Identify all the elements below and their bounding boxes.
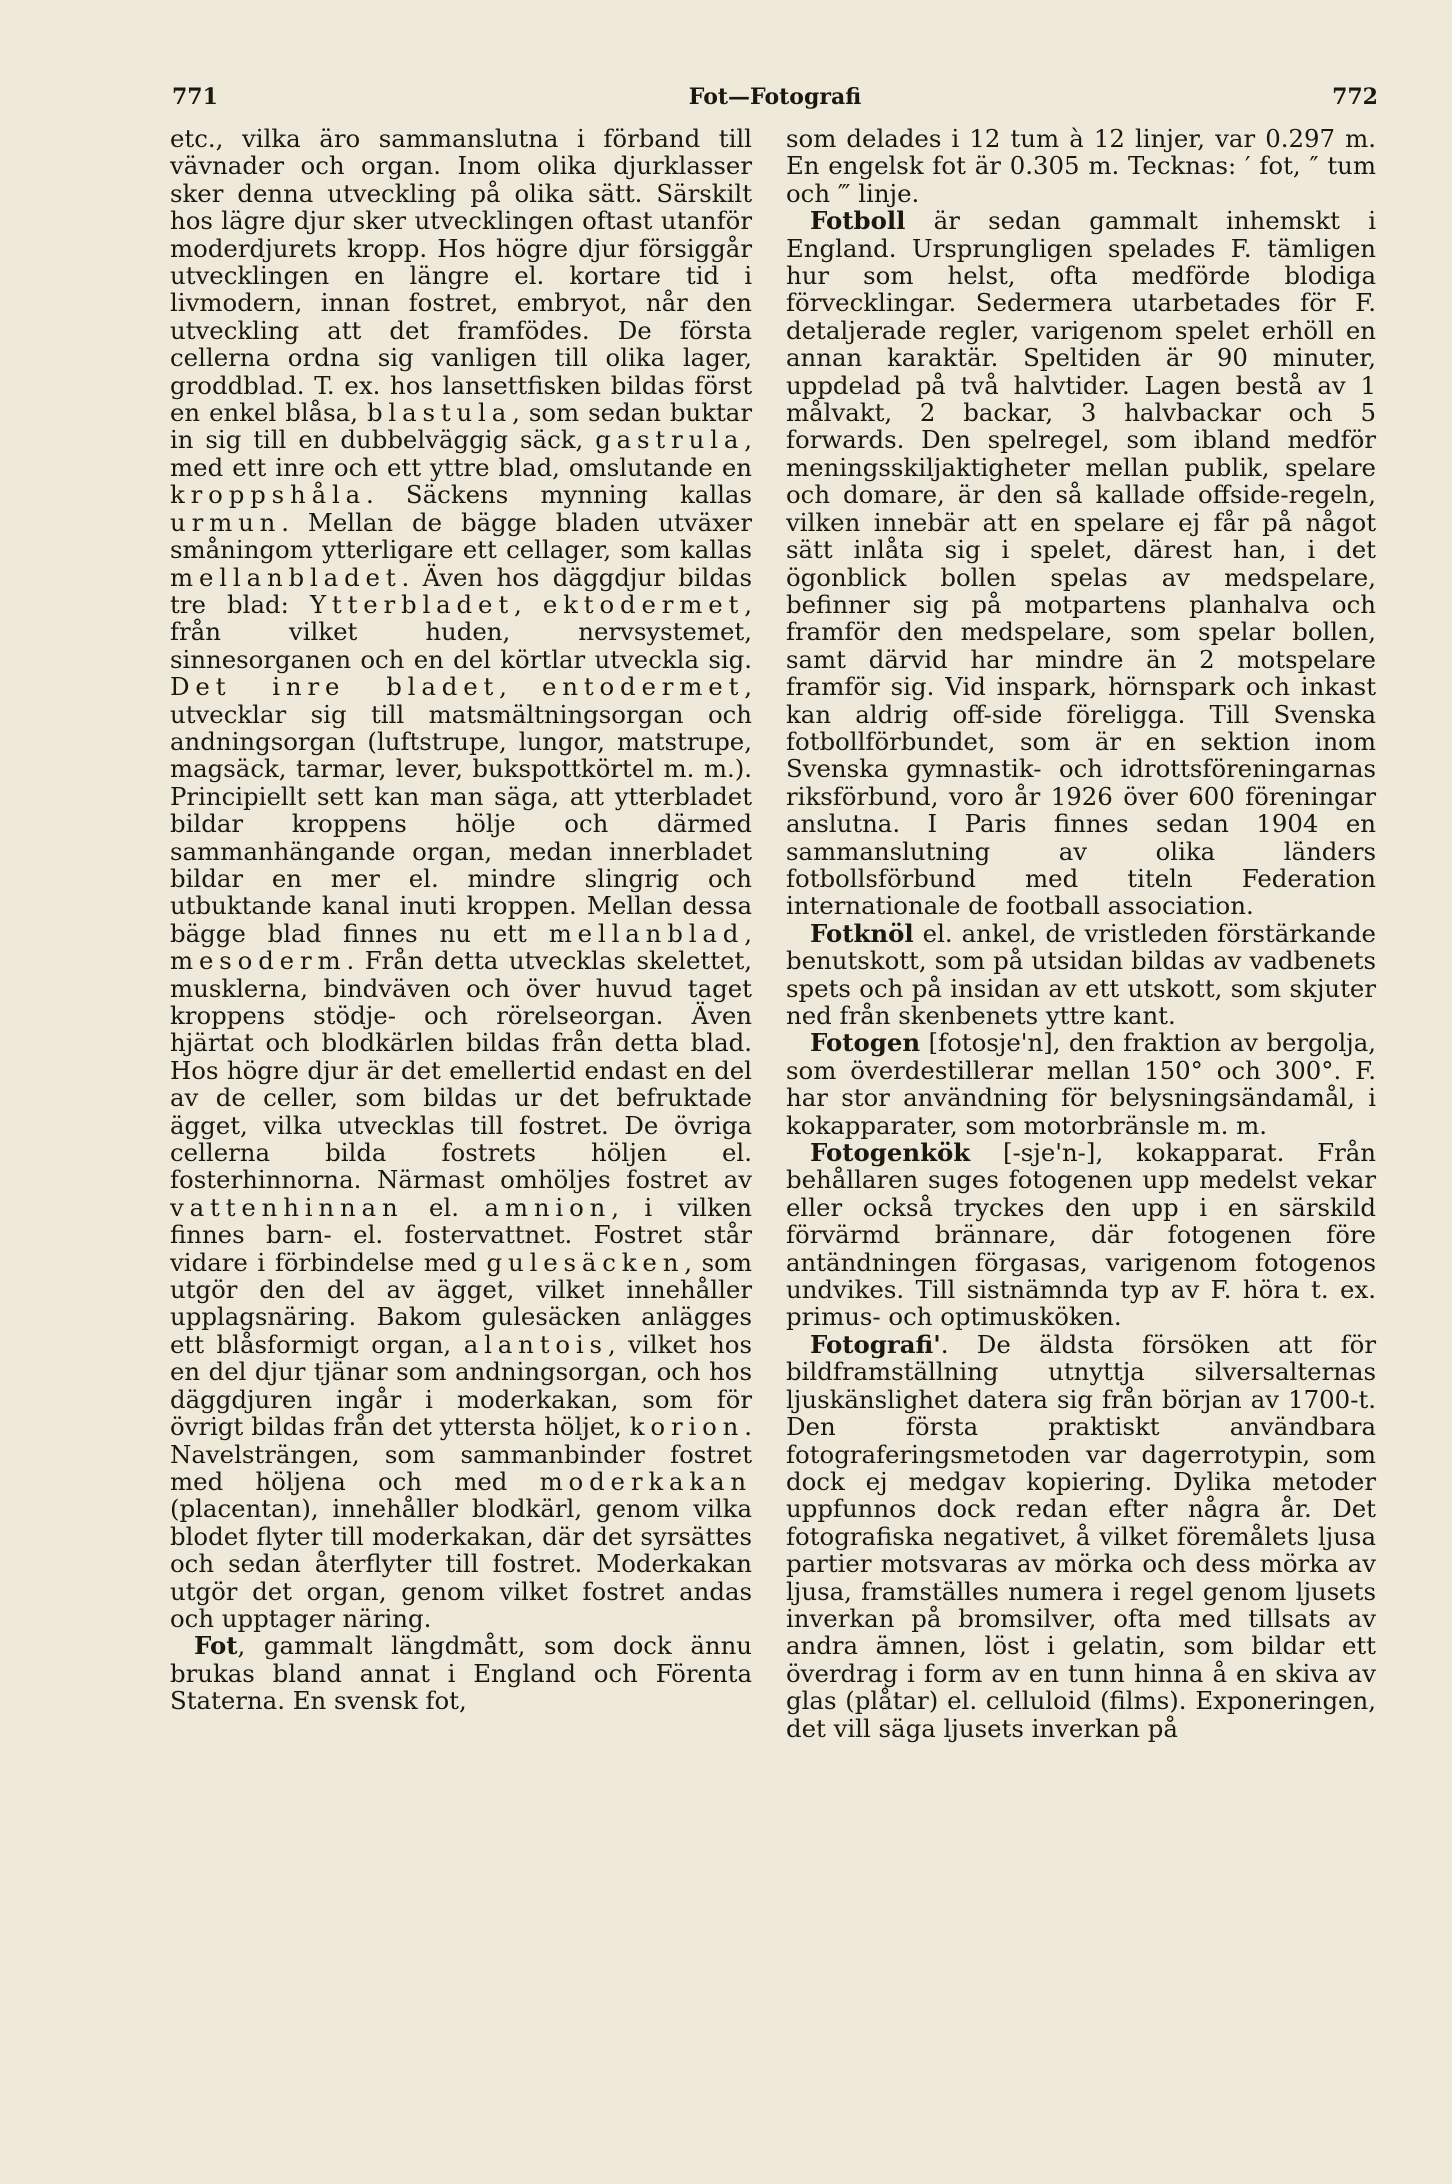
spaced-term: mellanbladet xyxy=(170,562,402,592)
entry-headword: Fotogenkök xyxy=(810,1138,971,1168)
spaced-term: kroppshåla xyxy=(170,480,367,510)
entry-fot: Fot, gammalt längdmått, som dock ännu brukas bland annat i England och Förenta Staterna. En svensk fot, xyxy=(170,1631,752,1716)
page-header xyxy=(172,84,1378,114)
entry-headword: Fotboll xyxy=(810,206,906,236)
spaced-term: korion xyxy=(629,1412,745,1442)
entry-headword: Fotogen xyxy=(810,1028,921,1058)
spaced-term: Det inre bladet xyxy=(170,672,500,702)
left-column xyxy=(170,125,752,1715)
entry-fotknol: Fotknöl el. ankel, de vristleden förstärkande benutskott, som på utsidan bildas av vadbenets spets och på insidan av ett utskott, som skjuter ned från skenbenets yttre kant. xyxy=(786,918,1376,1030)
spaced-term: alantois xyxy=(463,1329,608,1359)
spaced-term: gastrula xyxy=(595,425,745,455)
spaced-term: moderkakan xyxy=(539,1466,752,1496)
spaced-term: blastula xyxy=(366,398,513,428)
spaced-term: urmun xyxy=(170,507,282,537)
spaced-term: ektodermet xyxy=(542,589,745,619)
spaced-term: gulesäcken xyxy=(486,1247,685,1277)
spaced-term: mellanblad xyxy=(548,918,745,948)
right-column xyxy=(786,125,1376,1742)
entry-headword: Fot xyxy=(194,1631,238,1661)
spaced-term: Ytterbladet xyxy=(309,589,514,619)
spaced-term: vattenhinnan xyxy=(170,1192,404,1222)
entry-fot-continued: som delades i 12 tum à 12 linjer, var 0.297 m. En engelsk fot är 0.305 m. Tecknas: ′ fot, ″ tum och ‴ linje. xyxy=(786,124,1376,208)
entry-headword: Fotografi' xyxy=(810,1329,941,1359)
entry-fotogenkok: Fotogenkök [-sje'n-], kokapparat. Från behållaren suges fotogenen upp medelst vekar eller också tryckes den upp i en särskild förvärmd brännare, där fotogenen före antändningen förgasas, varigenom fotogenos undvikes. Till sistnämnda typ av F. höra t. ex. primus- och optimusköken. xyxy=(786,1138,1376,1332)
entry-headword: Fotknöl xyxy=(810,918,914,948)
spaced-term: mesoderm xyxy=(170,946,347,976)
right-page-number: 772 xyxy=(1332,84,1378,110)
entry-fotogen: Fotogen [fotosje'n], den fraktion av bergolja, som överdestillerar mellan 150° och 300°. F. har stor användning för belysningsändamål, i kokapparater, som motorbränsle m. m. xyxy=(786,1028,1376,1140)
entry-fotografi: Fotografi'. De äldsta försöken att för bildframställning utnyttja silversalternas ljuskänslighet datera sig från början av 1700-t. Den första praktiskt användbara fotograferingsmetoden var dagerrotypin, som dock ej medgav kopiering. Dylika metoder uppfunnos dock redan efter några år. Det fotografiska negativet, å vilket föremålets ljusa partier motsvaras av mörka och dess mörka av ljusa, framställes numera i regel genom ljusets inverkan på bromsilver, ofta med tillsats av andra ämnen, löst i gelatin, som bildar ett överdrag i form av en tunn hinna å en skiva av glas (plåtar) el. celluloid (films). Exponeringen, det vill säga ljusets inverkan på xyxy=(786,1329,1376,1743)
running-title: Fot—Fotografi xyxy=(688,84,862,110)
left-page-number: 771 xyxy=(172,84,218,110)
spaced-term: entodermet xyxy=(541,672,745,702)
embryo-development-paragraph: etc., vilka äro sammanslutna i förband till vävnader och organ. Inom olika djurklasser sker denna utveckling på olika sätt. Särskilt hos lägre djur sker utvecklingen oftast utanför moderdjurets kropp. Hos högre djur försiggår utvecklingen en längre el. kortare tid i livmodern, innan fostret, embryot, når den utveckling att det framfödes. De första cellerna ordna sig vanligen till olika lager, groddblad. T. ex. hos lansettfisken bildas först en enkel blåsa, blastula, som sedan buktar in sig till en dubbelväggig säck, gastrula, med ett inre och ett yttre blad, omslutande en kroppshåla. Säckens mynning kallas urmun. Mellan de bägge bladen utväxer småningom ytterligare ett cellager, som kallas mellanbladet. Även hos däggdjur bildas tre blad: Ytterbladet, ektodermet, från vilket huden, nervsystemet, sinnesorganen och en del körtlar utveckla sig. Det inre bladet, entodermet, utvecklar sig till matsmältningsorgan och andningsorgan (luftstrupe, lungor, matstrupe, magsäck, tarmar, lever, bukspottkörtel m. m.). Principiellt sett kan man säga, att ytterbladet bildar kroppens hölje och därmed sammanhängande organ, medan innerbladet bildar en mer el. mindre slingrig och utbuktande kanal inuti kroppen. Mellan dessa bägge blad finnes nu ett mellanblad, mesoderm. Från detta utvecklas skelettet, musklerna, bindväven och över huvud taget kroppens stödje- och rörelseorgan. Även hjärtat och blodkärlen bildas från detta blad. Hos högre djur är det emellertid endast en del av de celler, som bildas ur det befruktade ägget, vilka utvecklas till fostret. De övriga cellerna bilda fostrets höljen el. fosterhinnorna. Närmast omhöljes fostret av vattenhinnan el. amnion, i vilken finnes barn- el. fostervattnet. Fostret står vidare i förbindelse med gulesäcken, som utgör den del av ägget, vilket innehåller upplagsnäring. Bakom gulesäcken anlägges ett blåsformigt organ, alantois, vilket hos en del djur tjänar som andningsorgan, och hos däggdjuren ingår i moderkakan, som för övrigt bildas från det yttersta höljet, korion. Navelsträngen, som sammanbinder fostret med höljena och med moderkakan (placentan), innehåller blodkärl, genom vilka blodet flyter till moderkakan, där det syrsättes och sedan återflyter till fostret. Moderkakan utgör det organ, genom vilket fostret andas och upptager näring. xyxy=(170,124,752,1633)
entry-fotboll: Fotboll är sedan gammalt inhemskt i England. Ursprungligen spelades F. tämligen hur som helst, ofta medförde blodiga förvecklingar. Sedermera utarbetades för F. detaljerade regler, varigenom spelet erhöll en annan karaktär. Speltiden är 90 minuter, uppdelad på två halvtider. Lagen bestå av 1 målvakt, 2 backar, 3 halvbackar och 5 forwards. Den spelregel, som ibland medför meningsskiljaktigheter mellan publik, spelare och domare, är den så kallade offside-regeln, vilken innebär att en spelare ej får på något sätt inlåta sig i spelet, därest han, i det ögonblick bollen spelas av medspelare, befinner sig på motpartens planhalva och framför den medspelare, som spelar bollen, samt därvid har mindre än 2 motspelare framför sig. Vid inspark, hörnspark och inkast kan aldrig off-side föreligga. Till Svenska fotbollförbundet, som är en sektion inom Svenska gymnastik- och idrottsföreningarnas riksförbund, voro år 1926 över 600 föreningar anslutna. I Paris finnes sedan 1904 en sammanslutning av olika länders fotbollsförbund med titeln Federation internationale de football association. xyxy=(786,206,1376,921)
spaced-term: amnion xyxy=(484,1192,612,1222)
